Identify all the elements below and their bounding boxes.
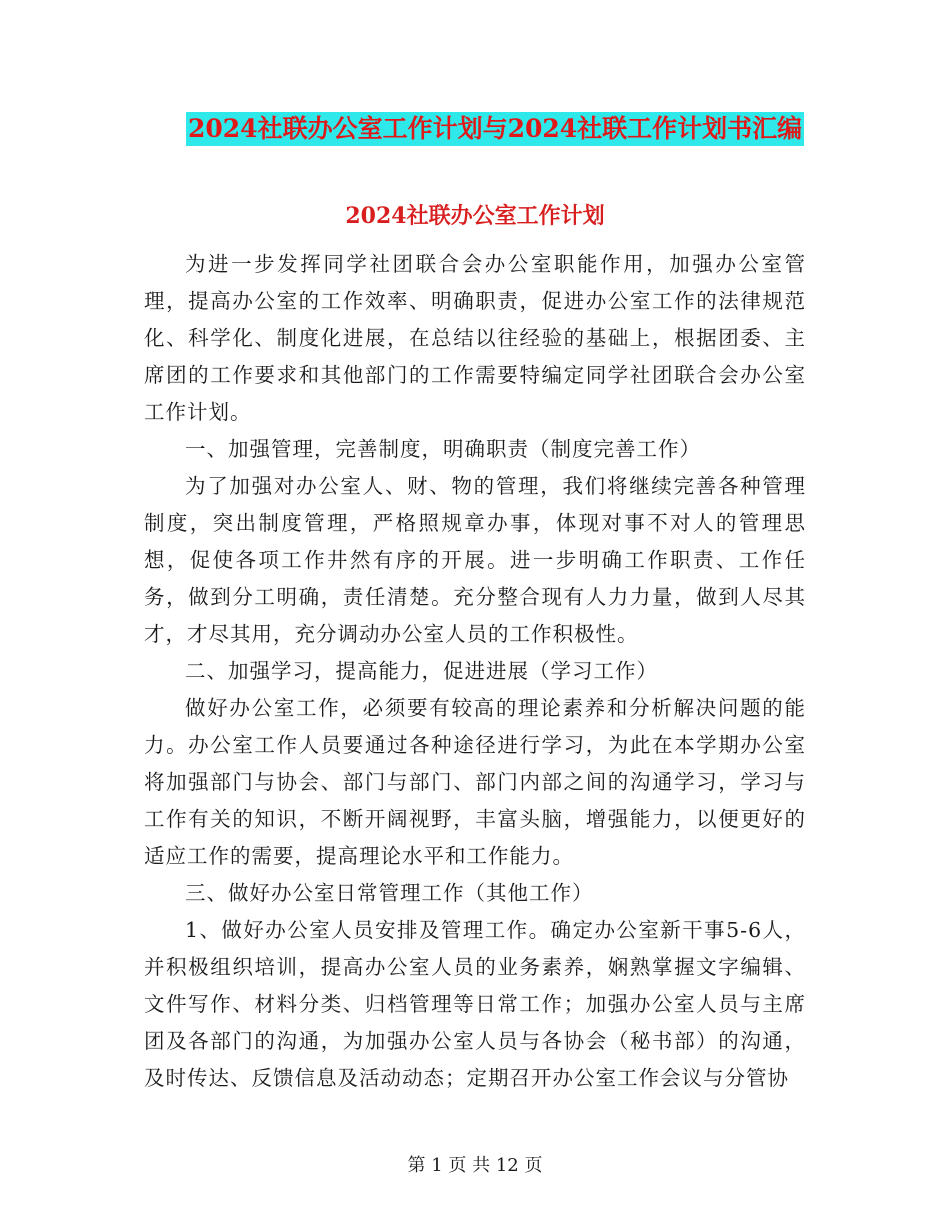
paragraph-study: 做好办公室工作，必须要有较高的理论素养和分析解决问题的能力。办公室工作人员要通过各种途径进行学习，为此在本学期办公室将加强部门与协会、部门与部门、部门内部之间的沟通学习，学习与工作有关的知识，不断开阔视野，丰富头脑，增强能力，以便更好的适应工作的需要，提高理论水平和工作能力。 — [144, 696, 806, 868]
heading-daily-work: 三、做好办公室日常管理工作（其他工作） — [185, 881, 594, 905]
section-title: 2024社联办公室工作计划 — [345, 203, 605, 229]
paragraph-intro: 为进一步发挥同学社团联合会办公室职能作用，加强办公室管理，提高办公室的工作效率、明确职责，促进办公室工作的法律规范化、科学化、制度化进展，在总结以往经验的基础上，根据团委、主席团的工作要求和其他部门的工作需要特编定同学社团联合会办公室工作计划。 — [144, 252, 806, 424]
heading-management: 一、加强管理，完善制度，明确职责（制度完善工作） — [185, 437, 701, 461]
document-main-title: 2024社联办公室工作计划与2024社联工作计划书汇编 — [186, 112, 804, 146]
page-footer: 第 1 页 共 12 页 — [407, 1155, 543, 1176]
heading-study: 二、加强学习，提高能力，促进进展（学习工作） — [185, 659, 658, 683]
document-body — [144, 246, 806, 1097]
paragraph-management: 为了加强对办公室人、财、物的管理，我们将继续完善各种管理制度，突出制度管理，严格照规章办事，体现对事不对人的管理思想，促使各项工作井然有序的开展。进一步明确工作职责、工作任务，做到分工明确，责任清楚。充分整合现有人力力量，做到人尽其才，才尽其用，充分调动办公室人员的工作积极性。 — [144, 474, 806, 646]
paragraph-daily-work: 1、做好办公室人员安排及管理工作。确定办公室新干事5-6人，并积极组织培训，提高办公室人员的业务素养，娴熟掌握文字编辑、文件写作、材料分类、归档管理等日常工作；加强办公室人员与主席团及各部门的沟通，为加强办公室人员与各协会（秘书部）的沟通，及时传达、反馈信息及活动动态；定期召开办公室工作会议与分管协 — [144, 918, 806, 1090]
